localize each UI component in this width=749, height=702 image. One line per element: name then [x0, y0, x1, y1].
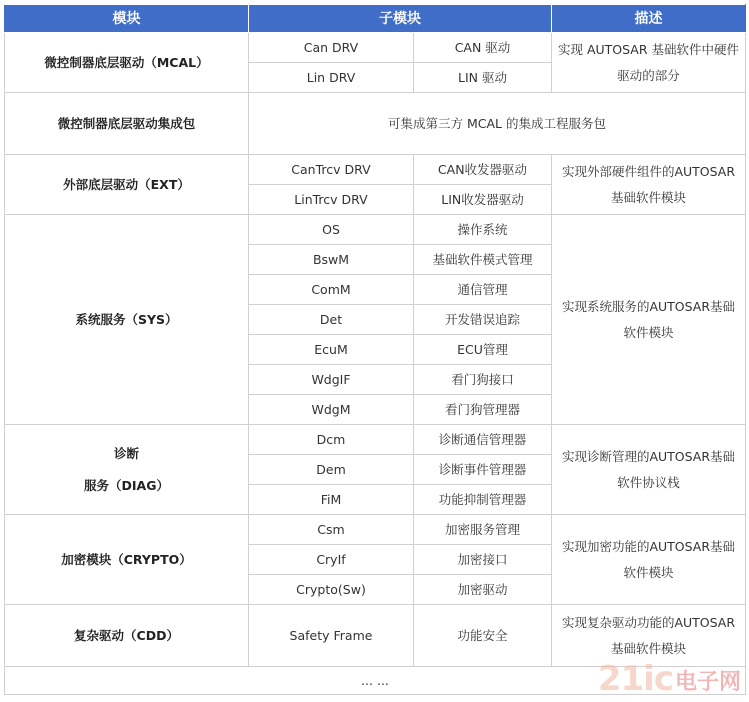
desc-crypto: 实现加密功能的AUTOSAR基础软件模块 — [552, 515, 746, 605]
submodule-code: OS — [249, 215, 414, 245]
table-row — [5, 33, 746, 63]
watermark-logo: 21ic — [597, 659, 673, 699]
submodule-name: 操作系统 — [414, 215, 552, 245]
module-integration: 微控制器底层驱动集成包 — [5, 93, 249, 155]
autosar-module-table — [4, 4, 746, 699]
table-row — [5, 515, 746, 545]
submodule-name: 看门狗接口 — [414, 365, 552, 395]
submodule-name: LIN收发器驱动 — [414, 185, 552, 215]
submodule-name: 看门狗管理器 — [414, 395, 552, 425]
table-row — [5, 605, 746, 667]
desc-mcal: 实现 AUTOSAR 基础软件中硬件驱动的部分 — [552, 33, 746, 93]
table-row — [5, 93, 746, 155]
desc-cdd: 实现复杂驱动功能的AUTOSAR基础软件模块 — [552, 605, 746, 667]
header-description: 描述 — [552, 5, 746, 33]
module-diag-line1: 诊断 — [113, 445, 139, 461]
submodule-code: CanTrcv DRV — [249, 155, 414, 185]
submodule-code: FiM — [249, 485, 414, 515]
submodule-code: CryIf — [249, 545, 414, 575]
submodule-code: Crypto(Sw) — [249, 575, 414, 605]
submodule-name: 诊断事件管理器 — [414, 455, 552, 485]
submodule-name: ECU管理 — [414, 335, 552, 365]
desc-sys: 实现系统服务的AUTOSAR基础软件模块 — [552, 215, 746, 425]
submodule-code: EcuM — [249, 335, 414, 365]
submodule-code: Csm — [249, 515, 414, 545]
submodule-name: CAN 驱动 — [414, 33, 552, 63]
desc-integration: 可集成第三方 MCAL 的集成工程服务包 — [249, 93, 746, 155]
desc-ext: 实现外部硬件组件的AUTOSAR基础软件模块 — [552, 155, 746, 215]
header-module: 模块 — [5, 5, 249, 33]
submodule-code: ComM — [249, 275, 414, 305]
module-sys: 系统服务（SYS） — [5, 215, 249, 425]
submodule-name: 加密服务管理 — [414, 515, 552, 545]
module-diag-line2: 服务（DIAG） — [84, 477, 169, 493]
submodule-code: Dem — [249, 455, 414, 485]
submodule-name: LIN 驱动 — [414, 63, 552, 93]
submodule-name: 基础软件模式管理 — [414, 245, 552, 275]
desc-diag: 实现诊断管理的AUTOSAR基础软件协议栈 — [552, 425, 746, 515]
table-row — [5, 667, 746, 695]
submodule-code: WdgM — [249, 395, 414, 425]
table-row — [5, 155, 746, 185]
submodule-code: WdgIF — [249, 365, 414, 395]
submodule-name: 加密驱动 — [414, 575, 552, 605]
module-diag — [5, 425, 249, 515]
header-submodule: 子模块 — [249, 5, 552, 33]
submodule-code: Dcm — [249, 425, 414, 455]
module-mcal: 微控制器底层驱动（MCAL） — [5, 33, 249, 93]
submodule-code: Det — [249, 305, 414, 335]
module-ext: 外部底层驱动（EXT） — [5, 155, 249, 215]
submodule-name: 开发错误追踪 — [414, 305, 552, 335]
watermark-text: 电子网 — [674, 670, 741, 695]
submodule-name: CAN收发器驱动 — [414, 155, 552, 185]
submodule-code: Lin DRV — [249, 63, 414, 93]
submodule-name: 通信管理 — [414, 275, 552, 305]
submodule-name: 加密接口 — [414, 545, 552, 575]
submodule-name: 功能安全 — [414, 605, 552, 667]
submodule-code: LinTrcv DRV — [249, 185, 414, 215]
table-header-row — [5, 5, 746, 33]
table-row — [5, 215, 746, 245]
module-crypto: 加密模块（CRYPTO） — [5, 515, 249, 605]
submodule-code: Safety Frame — [249, 605, 414, 667]
table-row — [5, 425, 746, 455]
submodule-code: BswM — [249, 245, 414, 275]
submodule-name: 功能抑制管理器 — [414, 485, 552, 515]
module-cdd: 复杂驱动（CDD） — [5, 605, 249, 667]
ellipsis-row: ... ... — [5, 667, 746, 695]
submodule-name: 诊断通信管理器 — [414, 425, 552, 455]
submodule-code: Can DRV — [249, 33, 414, 63]
